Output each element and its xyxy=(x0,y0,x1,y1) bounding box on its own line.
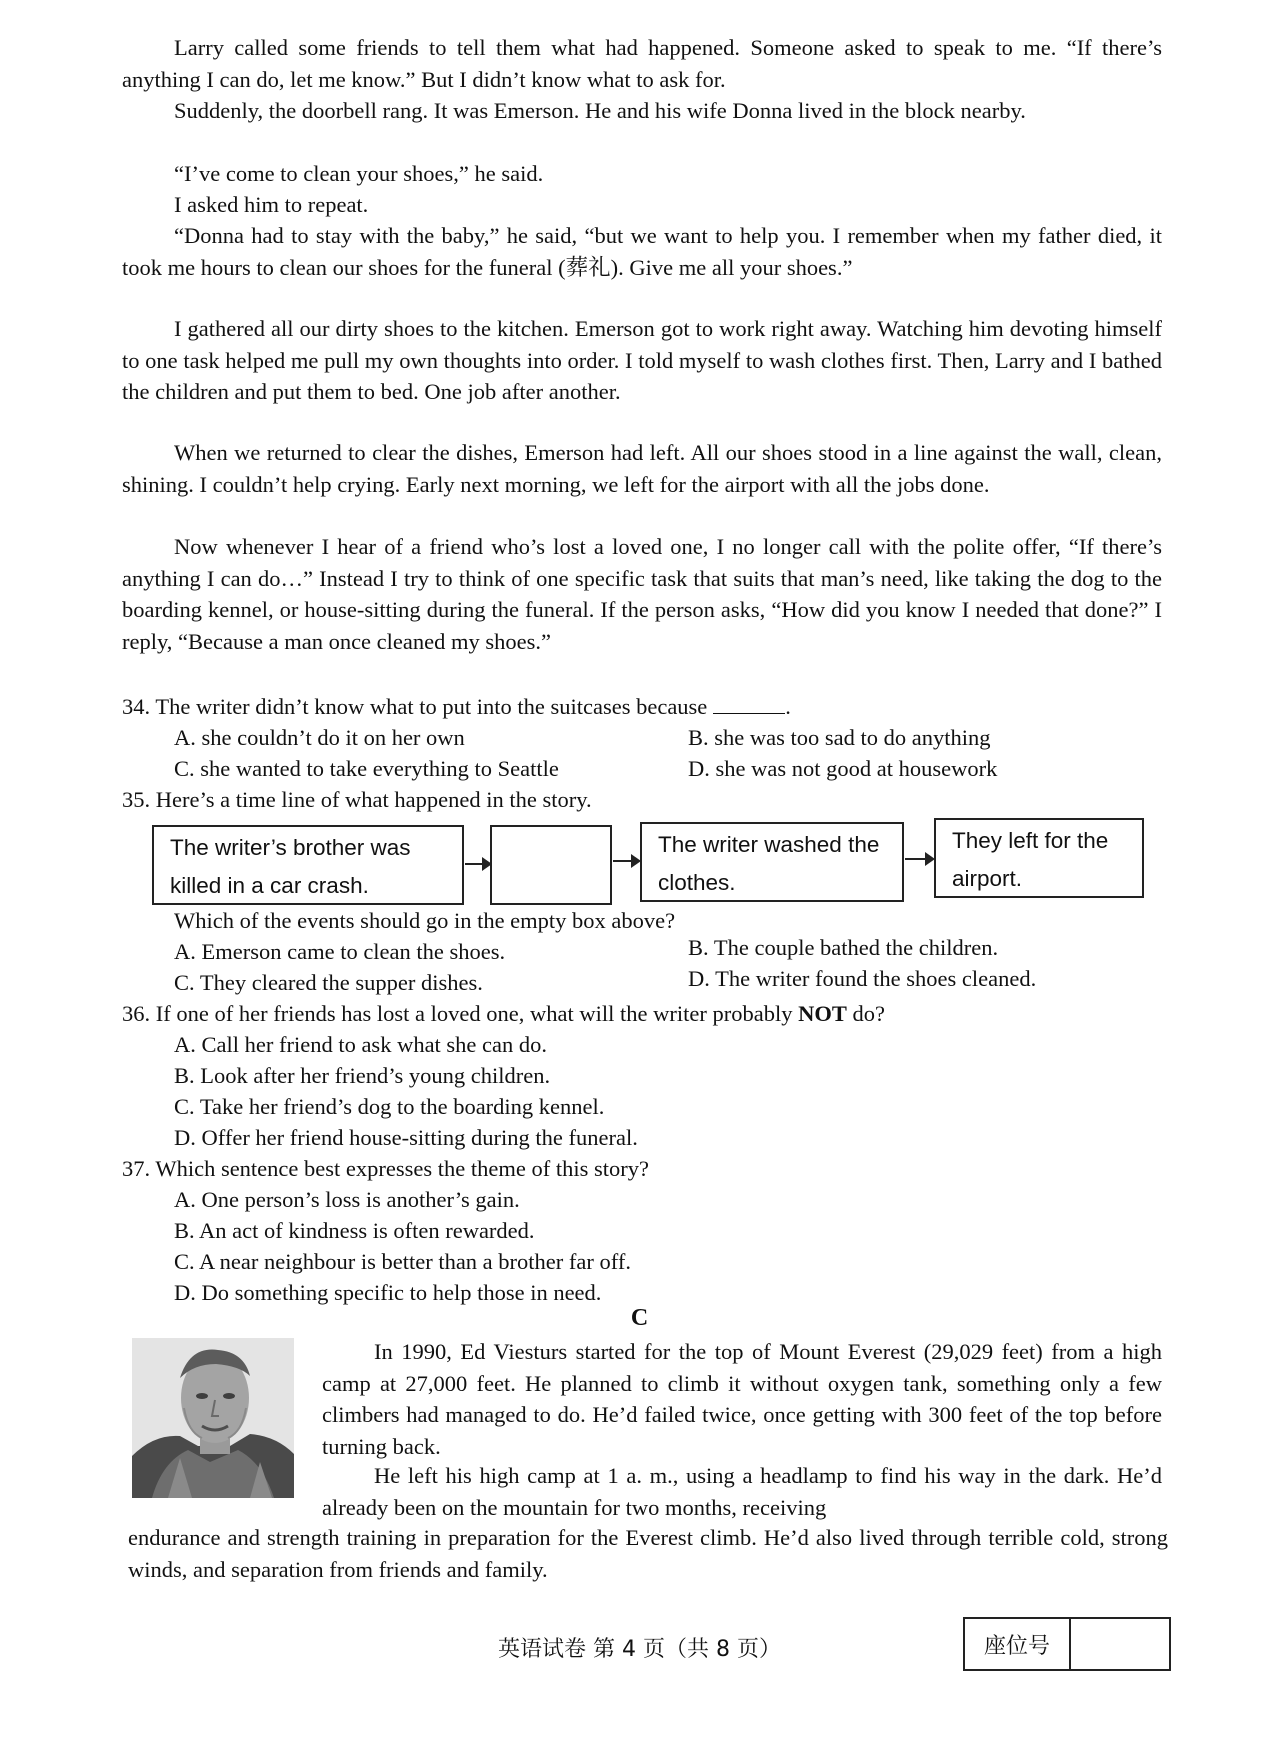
question-36-stem xyxy=(122,998,1182,1029)
question-37-stem: 37. Which sentence best expresses the theme of this story? xyxy=(122,1156,649,1181)
story-paragraph-6: I gathered all our dirty shoes to the kitchen. Emerson got to work right away. Watching him devoting himself to one task helped me pull my own thoughts into order. I told myself to wash clothes first. Then, Larry and I bathed the children and put them to bed. One job after another. xyxy=(122,316,1162,404)
q36-option-d: D. Offer her friend house-sitting during the funeral. xyxy=(174,1125,638,1150)
q35-option-d: D. The writer found the shoes cleaned. xyxy=(688,966,1037,991)
seat-number-label: 座位号 xyxy=(965,1619,1071,1669)
q37-option-d: D. Do something specific to help those in need. xyxy=(174,1280,602,1305)
seat-number-box xyxy=(963,1617,1171,1671)
story-paragraph-5: “Donna had to stay with the baby,” he said, “but we want to help you. I remember when my father died, it took me hours to clean our shoes for the funeral (葬礼). Give me all your shoes.” xyxy=(122,223,1162,280)
question-34-stem xyxy=(122,691,1182,722)
story-paragraph-3: “I’ve come to clean your shoes,” he said. xyxy=(174,161,544,186)
q36-option-a: A. Call her friend to ask what she can do. xyxy=(174,1032,548,1057)
story-paragraph-2: Suddenly, the doorbell rang. It was Emerson. He and his wife Donna lived in the block nearby. xyxy=(174,98,1026,123)
climber-portrait-icon xyxy=(132,1338,294,1498)
question-36-text-a: 36. If one of her friends has lost a loved one, what will the writer probably xyxy=(122,1001,799,1026)
question-34-text: 34. The writer didn’t know what to put into the suitcases because xyxy=(122,694,708,719)
question-36-emphasis: NOT xyxy=(798,1001,847,1026)
story-paragraph-7: When we returned to clear the dishes, Emerson had left. All our shoes stood in a line against the wall, clean, shining. I couldn’t help crying. Early next morning, we left for the airport with all the jobs done. xyxy=(122,440,1162,497)
climber-photo xyxy=(132,1338,294,1498)
q37-option-b: B. An act of kindness is often rewarded. xyxy=(174,1218,535,1243)
seat-number-field xyxy=(1071,1619,1169,1669)
timeline-box-2-empty xyxy=(490,825,612,905)
q35-option-c: C. They cleared the supper dishes. xyxy=(174,970,483,995)
section-c-paragraph-2a: He left his high camp at 1 a. m., using a headlamp to find his way in the dark. He’d already been on the mountain for two months, receiving xyxy=(322,1463,1162,1520)
q34-option-b: B. she was too sad to do anything xyxy=(688,725,991,750)
q34-option-a: A. she couldn’t do it on her own xyxy=(174,725,465,750)
q35-option-a: A. Emerson came to clean the shoes. xyxy=(174,939,506,964)
q35-option-b: B. The couple bathed the children. xyxy=(688,935,999,960)
section-c-title: C xyxy=(630,1305,649,1331)
story-paragraph-4: I asked him to repeat. xyxy=(174,192,369,217)
q36-option-b: B. Look after her friend’s young children. xyxy=(174,1063,551,1088)
answer-blank xyxy=(713,693,785,714)
question-34-end: . xyxy=(785,694,791,719)
timeline-arrow-1 xyxy=(465,863,490,865)
q34-option-c: C. she wanted to take everything to Seattle xyxy=(174,756,559,781)
q37-option-c: C. A near neighbour is better than a brother far off. xyxy=(174,1249,631,1274)
timeline-box-4: They left for the airport. xyxy=(934,818,1144,898)
q34-option-d: D. she was not good at housework xyxy=(688,756,998,781)
timeline-box-3: The writer washed the clothes. xyxy=(640,822,904,902)
question-35-sub: Which of the events should go in the empty box above? xyxy=(174,908,676,933)
q37-option-a: A. One person’s loss is another’s gain. xyxy=(174,1187,520,1212)
section-c-paragraph-2b: endurance and strength training in preparation for the Everest climb. He’d also lived through terrible cold, strong winds, and separation from friends and family. xyxy=(128,1525,1168,1582)
section-c-paragraph-1: In 1990, Ed Viesturs started for the top of Mount Everest (29,029 feet) from a high camp at 27,000 feet. He planned to climb it without oxygen tank, something only a few climbers had managed to do. He’d failed twice, once getting with 300 feet of the top before turning back. xyxy=(322,1339,1162,1459)
story-paragraph-8: Now whenever I hear of a friend who’s lost a loved one, I no longer call with the polite offer, “If there’s anything I can do…” Instead I try to think of one specific task that suits that man’s need, like taking the dog to the boarding kennel, or house-sitting during the funeral. If the person asks, “How did you know I needed that done?” I reply, “Because a man once cleaned my shoes.” xyxy=(122,534,1162,654)
timeline-arrow-3 xyxy=(905,858,933,860)
timeline-arrow-2 xyxy=(613,860,639,862)
timeline-box-1: The writer’s brother was killed in a car crash. xyxy=(152,825,464,905)
page-footer: 英语试卷 第 4 页（共 8 页） xyxy=(498,1637,781,1662)
story-paragraph-1: Larry called some friends to tell them what had happened. Someone asked to speak to me. “If there’s anything I can do, let me know.” But I didn’t know what to ask for. xyxy=(122,35,1162,92)
question-36-text-b: do? xyxy=(846,1001,885,1026)
question-35-stem: 35. Here’s a time line of what happened in the story. xyxy=(122,787,592,812)
q36-option-c: C. Take her friend’s dog to the boarding kennel. xyxy=(174,1094,605,1119)
